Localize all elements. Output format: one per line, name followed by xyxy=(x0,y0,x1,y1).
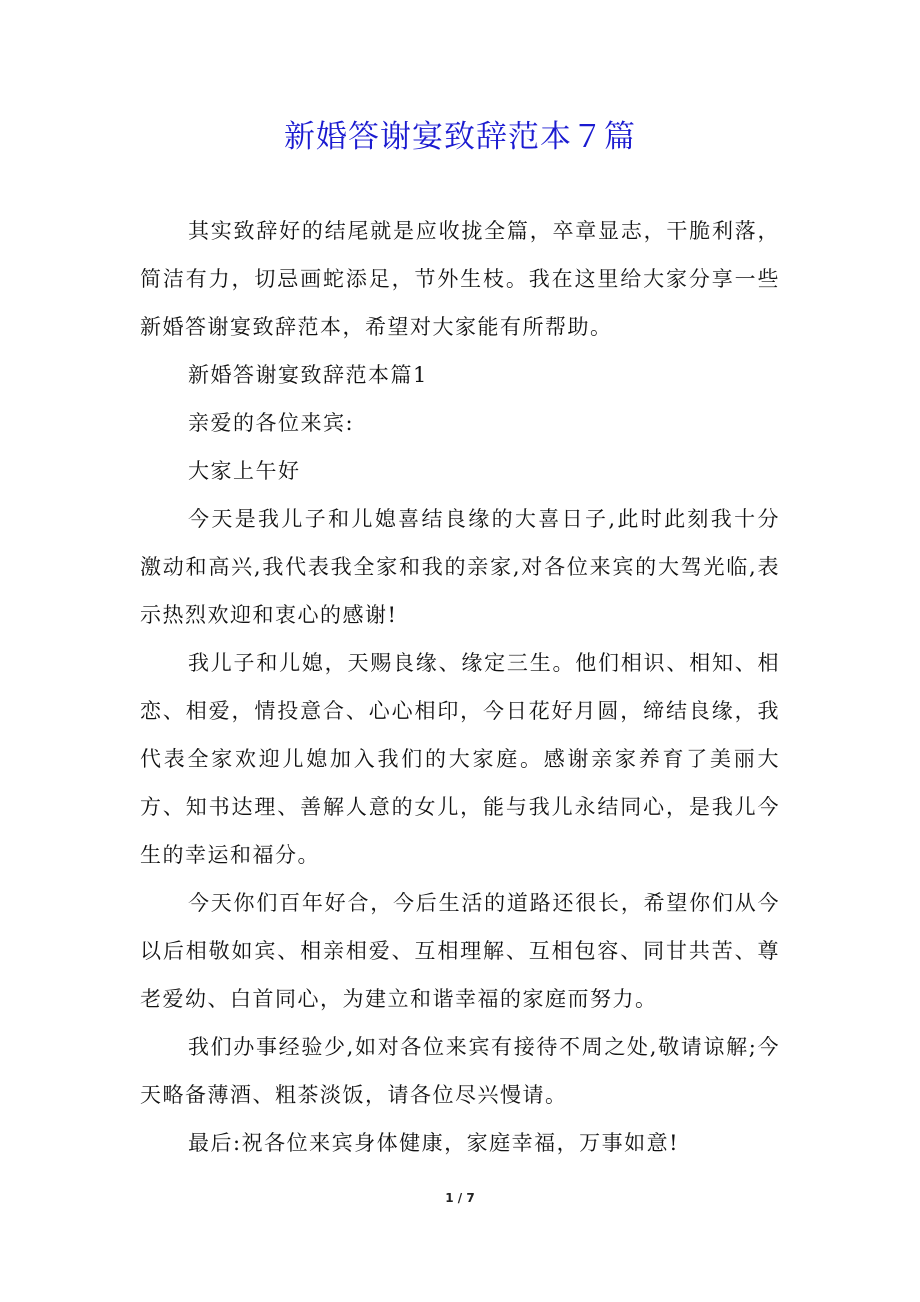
body-paragraph: 今天是我儿子和儿媳喜结良缘的大喜日子,此时此刻我十分激动和高兴,我代表我全家和我的亲家,对各位来宾的大驾光临,表示热烈欢迎和衷心的感谢! xyxy=(140,507,780,627)
body-paragraph: 我们办事经验少,如对各位来宾有接待不周之处,敬请谅解;今天略备薄酒、粗茶淡饭，请各位尽兴慢请。 xyxy=(140,1035,780,1107)
body-paragraph: 今天你们百年好合，今后生活的道路还很长，希望你们从今以后相敬如宾、相亲相爱、互相理解、互相包容、同甘共苦、尊老爱幼、白首同心，为建立和谐幸福的家庭而努力。 xyxy=(140,891,780,1011)
document-title: 新婚答谢宴致辞范本７篇 xyxy=(284,119,636,155)
intro-paragraph: 其实致辞好的结尾就是应收拢全篇，卒章显志，干脆利落，简洁有力，切忌画蛇添足，节外生枝。我在这里给大家分享一些新婚答谢宴致辞范本，希望对大家能有所帮助。 xyxy=(140,219,780,339)
salutation: 亲爱的各位来宾: xyxy=(188,411,355,435)
body-paragraph: 我儿子和儿媳，天赐良缘、缘定三生。他们相识、相知、相恋、相爱，情投意合、心心相印，今日花好月圆，缔结良缘，我代表全家欢迎儿媳加入我们的大家庭。感谢亲家养育了美丽大方、知书达理、善解人意的女儿，能与我儿永结同心，是我儿今生的幸运和福分。 xyxy=(140,651,780,867)
page-indicator: 1 / 7 xyxy=(445,1191,475,1205)
greeting: 大家上午好 xyxy=(188,459,301,483)
closing-paragraph: 最后:祝各位来宾身体健康，家庭幸福，万事如意! xyxy=(188,1131,680,1155)
section-heading: 新婚答谢宴致辞范本篇1 xyxy=(188,363,428,387)
document-body xyxy=(140,207,780,1167)
